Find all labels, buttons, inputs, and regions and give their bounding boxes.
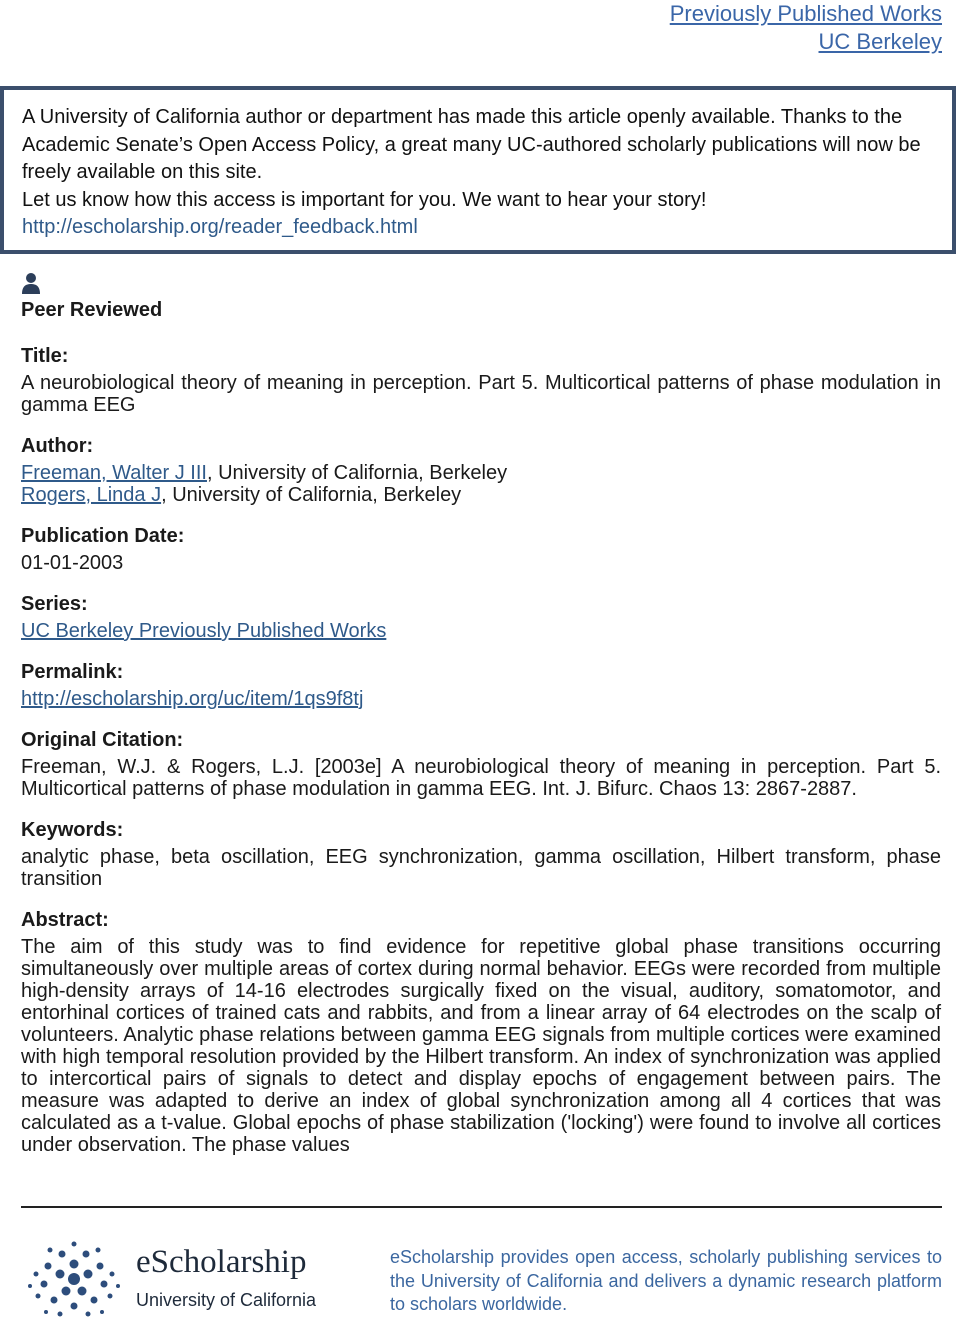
author-list bbox=[21, 462, 941, 506]
publication-date-value: 01-01-2003 bbox=[21, 552, 124, 574]
series-label: Series: bbox=[21, 593, 88, 615]
title-value: A neurobiological theory of meaning in perception. Part 5. Multicortical patterns of phase modulation in gamma EEG bbox=[21, 372, 941, 416]
author-item bbox=[21, 484, 941, 506]
notice-text-1: A University of California author or department has made this article openly available. Thanks to the Academic Senate’s Open Access Policy, a great many UC-authored scholarly publications will now be freely available on this site. bbox=[22, 106, 921, 183]
author-item bbox=[21, 462, 941, 484]
original-citation-value: Freeman, W.J. & Rogers, L.J. [2003e] A neurobiological theory of meaning in perception. Part 5. Multicortical patterns of phase modulation in gamma EEG. Int. J. Bifurc. Chaos 13: 2867-2887. bbox=[21, 756, 941, 800]
article-metadata bbox=[21, 272, 941, 1156]
person-icon bbox=[21, 272, 41, 294]
uc-berkeley-link[interactable]: UC Berkeley bbox=[818, 29, 942, 54]
abstract-label: Abstract: bbox=[21, 909, 109, 931]
brand-name: eScholarship bbox=[136, 1244, 307, 1280]
title-label: Title: bbox=[21, 345, 69, 367]
footer-divider bbox=[21, 1206, 942, 1208]
permalink-label: Permalink: bbox=[21, 661, 124, 683]
footer bbox=[0, 1230, 960, 1330]
series-link[interactable]: UC Berkeley Previously Published Works bbox=[21, 620, 387, 642]
publication-date-label: Publication Date: bbox=[21, 525, 185, 547]
author-link[interactable]: Rogers, Linda J bbox=[21, 484, 162, 506]
author-affiliation: , University of California, Berkeley bbox=[206, 462, 508, 484]
author-affiliation: , University of California, Berkeley bbox=[161, 484, 462, 506]
original-citation-label: Original Citation: bbox=[21, 729, 184, 751]
open-access-notice bbox=[0, 86, 956, 254]
header-links bbox=[670, 0, 942, 56]
reader-feedback-link[interactable]: http://escholarship.org/reader_feedback.html bbox=[22, 216, 418, 238]
keywords-value: analytic phase, beta oscillation, EEG synchronization, gamma oscillation, Hilbert transform, phase transition bbox=[21, 846, 941, 890]
escholarship-logo-icon[interactable] bbox=[24, 1234, 124, 1324]
keywords-label: Keywords: bbox=[21, 819, 124, 841]
previously-published-works-link[interactable]: Previously Published Works bbox=[669, 1, 942, 26]
notice-text-2: Let us know how this access is important for you. We want to hear your story! bbox=[22, 188, 707, 211]
author-link[interactable]: Freeman, Walter J III bbox=[21, 462, 207, 484]
abstract-value: The aim of this study was to find evidence for repetitive global phase transitions occurring simultaneously over multiple areas of cortex during normal behavior. EEGs were recorded from multiple high-density arrays of 14-16 electrodes surgically fixed on the visual, auditory, somatomotor, and entorhinal cortices of trained cats and rabbits, and from a linear array of 64 electrodes on the scalp of volunteers. Analytic phase relations between gamma EEG signals from multiple cortices were examined with high temporal resolution provided by the Hilbert transform. An index of synchronization was applied to intercortical pairs of signals to detect and display epochs of engagement between pairs. The measure was adapted to derive an index of global synchronization among all 4 cortices that was calculated as a t-value. Global epochs of phase stabilization ('locking') were found to involve all cortices under observation. The phase values bbox=[21, 936, 941, 1156]
permalink-link[interactable]: http://escholarship.org/uc/item/1qs9f8tj bbox=[21, 688, 364, 710]
peer-reviewed-label: Peer Reviewed bbox=[21, 299, 163, 321]
brand-subtitle: University of California bbox=[136, 1290, 317, 1310]
footer-description: eScholarship provides open access, scholarly publishing services to the University of California and delivers a dynamic research platform to scholars worldwide. bbox=[390, 1247, 942, 1314]
author-label: Author: bbox=[21, 435, 94, 457]
